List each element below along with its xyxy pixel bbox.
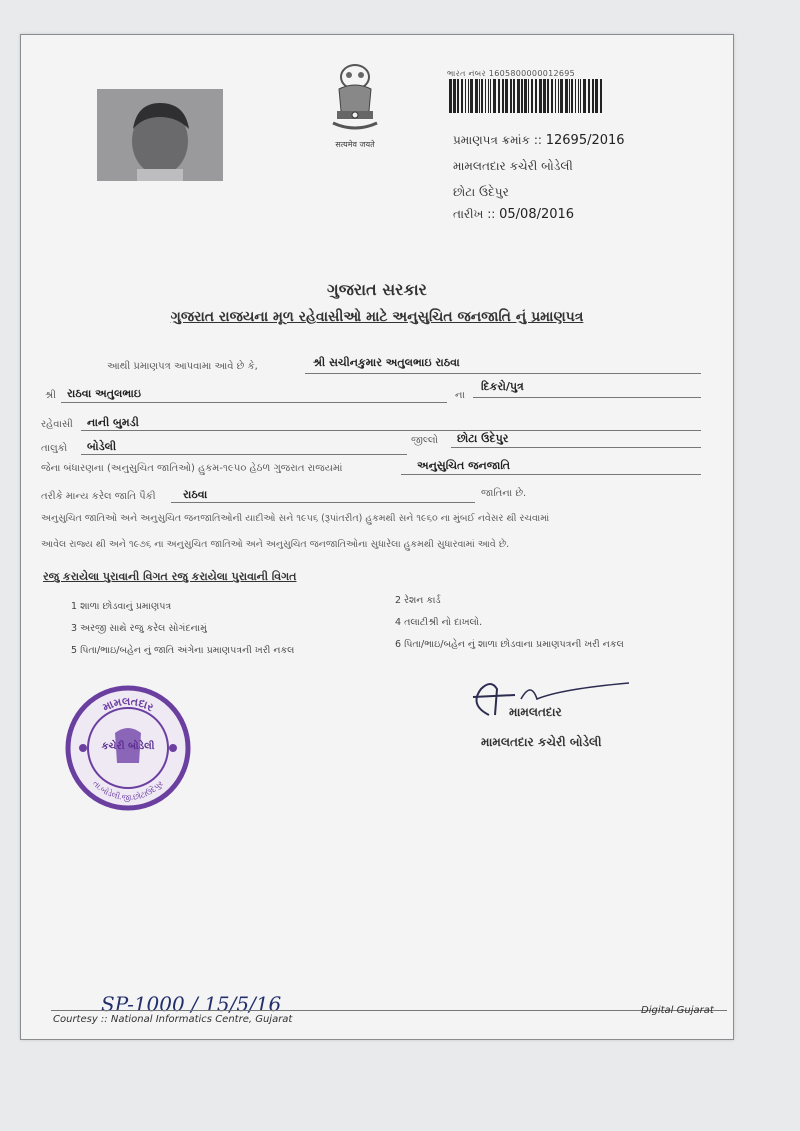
document-item-4: 4 તલાટીશ્રી નો દાખલો.: [395, 617, 483, 628]
taluka: બોડેલી: [87, 440, 117, 453]
office-line2: છોટા ઉદેપુર: [453, 185, 509, 199]
na-label: ના: [455, 390, 465, 401]
seal-center-text: કચેરી બોડેલી: [101, 741, 155, 752]
certificate-number-label: પ્રમાણપત્ર ક્રમાંક ::: [453, 133, 542, 147]
date-row: [453, 207, 574, 222]
father-name: રાઠવા અતુલભાઇ: [67, 387, 141, 400]
official-seal: [63, 683, 193, 813]
date-label: તારીખ ::: [453, 207, 496, 221]
document-item-5: 5 પિતા/ભાઇ/બહેન નું જાતિ અંગેના પ્રમાણપત્રની ખરી નકલ: [71, 645, 295, 656]
intro-label: આથી પ્રમાણપત્ર આપવામા આવે છે કે,: [107, 361, 258, 372]
taluka-line: [81, 454, 407, 455]
document-item-3: 3 અરજી સાથે રજુ કરેલ સોગંદનામું: [71, 623, 207, 634]
village-line: [81, 430, 701, 431]
signatory-office: મામલતદાર કચેરી બોડેલી: [481, 735, 602, 749]
district-line: [451, 447, 701, 448]
applicant-name: શ્રી સચીનકુમાર અતુલભાઇ રાઠવા: [313, 356, 460, 369]
seal-bottom-text: તા.બોડેલી.જી.છોટાઉદેપુર: [91, 778, 165, 803]
relation-line: [473, 397, 701, 398]
paragraph-line2: આવેલ રાજ્ય થી અને ૧૯૭૬ ના અનુસુચિત જાતિઓ અને અનુસુચિત જનજાતિઓના સુધારેલા હુકમથી સુધારવામાં આવે છે.: [41, 539, 510, 550]
national-emblem-icon: [325, 61, 385, 143]
portal-name: Digital Gujarat: [641, 1005, 714, 1016]
office-line1: મામલતદાર કચેરી બોડેલી: [453, 159, 573, 173]
certificate-number-row: [453, 133, 625, 148]
category-line: [401, 474, 701, 475]
caste-line: [171, 502, 475, 503]
village: નાની બુમડી: [87, 416, 139, 429]
documents-title: રજુ કરાયેલા પુરાવાની વિગત રજુ કરાયેલા પુરાવાની વિગત: [43, 570, 297, 583]
applicant-name-line: [305, 373, 701, 374]
certificate-title: ગુજરાત રાજયના મૂળ રહેવાસીઓ માટે અનુસુચિત જનજાતિ નું પ્રમાણપત્ર: [170, 309, 584, 325]
caste-suffix: જાતિના છે.: [481, 488, 527, 499]
taluka-label: તાલુકો: [41, 443, 68, 454]
barcode-icon: [449, 79, 605, 113]
barcode-number: ભારત નંબર 1605800000012695: [447, 69, 576, 78]
district: છોટા ઉદેપુર: [457, 432, 509, 445]
caste: રાઠવા: [183, 488, 208, 501]
certificate-sheet: [20, 34, 734, 1040]
applicant-photo: [97, 89, 223, 181]
shri-label: શ્રી: [45, 390, 57, 401]
signatory-title: મામલતદાર: [509, 705, 562, 719]
handwritten-note-text: SP-1000 / 15/5/16: [101, 992, 282, 1016]
certificate-date: 05/08/2016: [499, 207, 575, 222]
certificate-number: 12695/2016: [545, 133, 625, 148]
document-item-6: 6 પિતા/ભાઇ/બહેન નું શાળા છોડવાના પ્રમાણપત્રની ખરી નકલ: [395, 639, 624, 650]
document-item-1: 1 શાળા છોડવાનું પ્રમાણપત્ર: [71, 601, 172, 612]
category: અનુસુચિત જનજાતિ: [417, 459, 511, 472]
order-label: જેના બંધારણના (અનુસુચિત જાતિઓ) હુકમ-૧૯૫૦ હેઠળ ગુજરાત રાજયમાં: [41, 463, 343, 474]
footer-divider: [51, 1010, 727, 1011]
resident-label: રહેવાસી: [41, 419, 73, 430]
district-label: જીલ્લો: [411, 435, 439, 446]
emblem-caption: सत्यमेव जयते: [335, 140, 375, 149]
seal-top-text: મામલતદાર: [100, 694, 156, 715]
government-title: ગુજરાત સરકાર: [327, 280, 427, 299]
document-item-2: 2 રેશન કાર્ડ: [395, 595, 441, 606]
caste-label: તરીકે માન્ય કરેલ જાતિ પૈકી: [41, 491, 156, 502]
courtesy-text: Courtesy :: National Informatics Centre, Gujarat: [53, 1014, 293, 1025]
father-name-line: [61, 402, 447, 403]
relation: દિકરો/પુત્ર: [481, 380, 524, 393]
paragraph-line1: અનુસુચિત જાતિઓ અને અનુસુચિત જનજાતિઓની યાદીઓ સને ૧૯૫૬ (રૂપાંતરીત) હુકમથી સને ૧૯૬૦ ના મુંબઈ નવેસર થી રચવામાં: [41, 513, 550, 524]
